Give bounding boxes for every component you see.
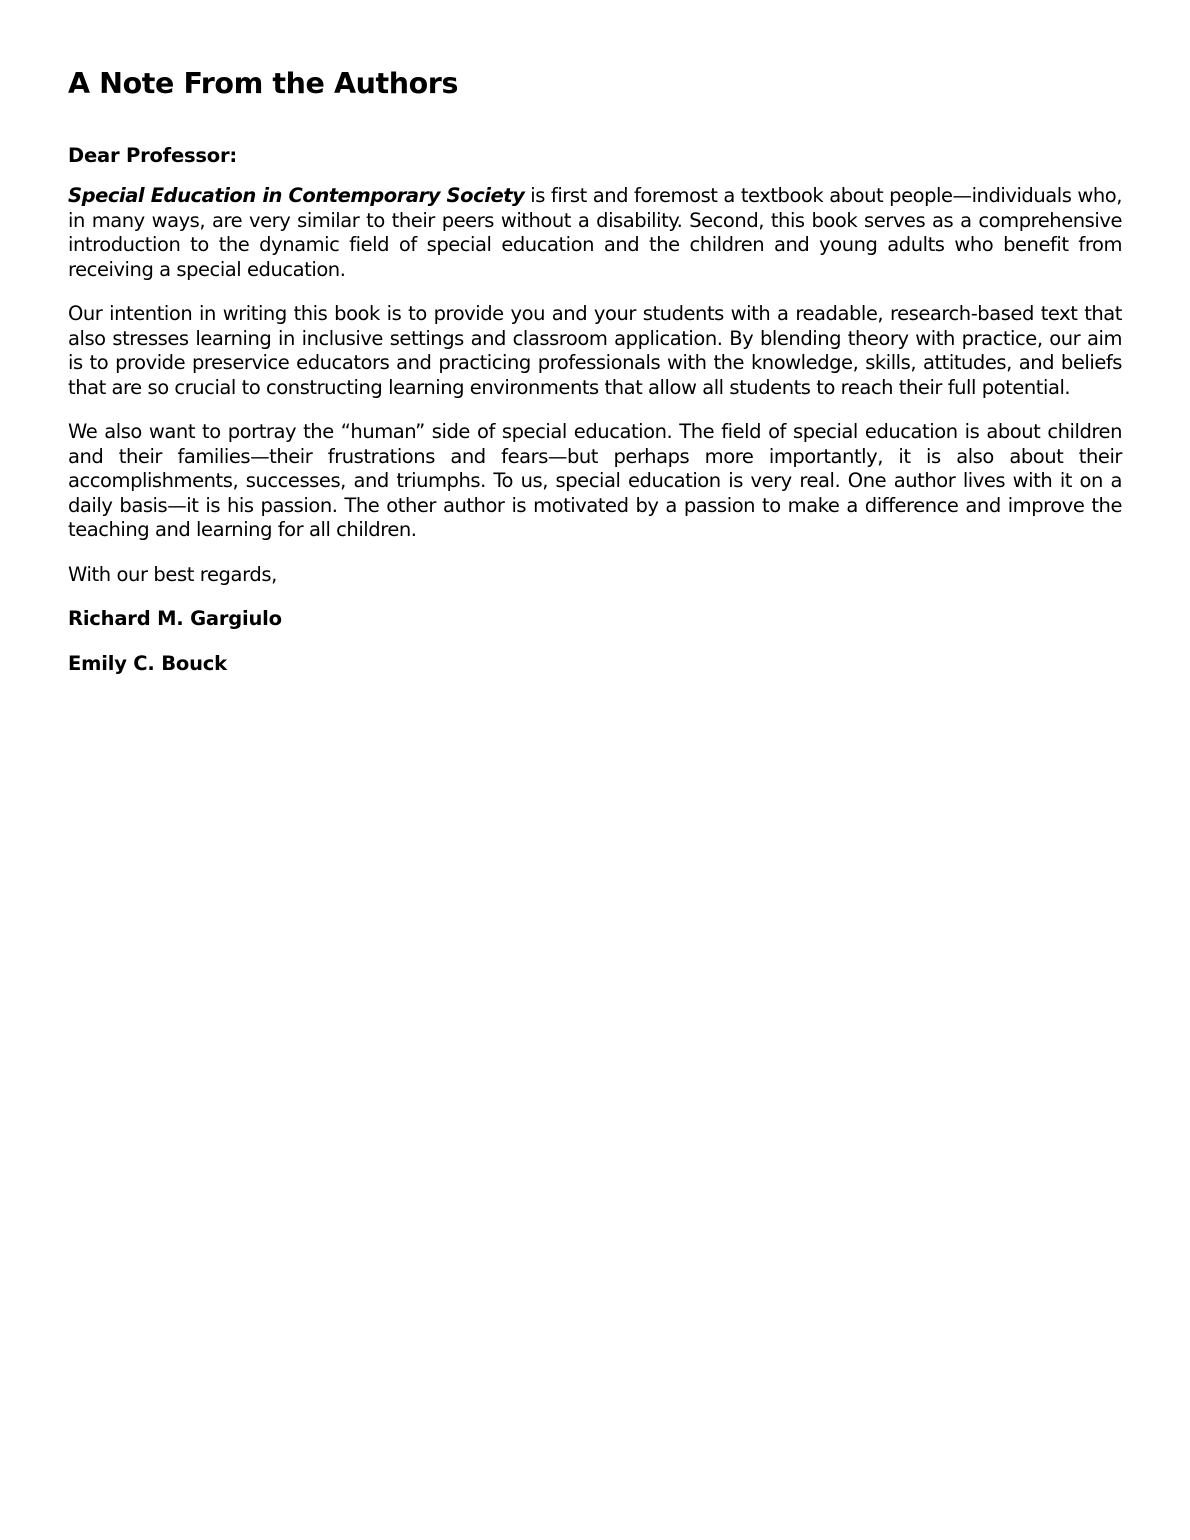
paragraph-2: Our intention in writing this book is to provide you and your students with a readable, research-based text that also stresses learning in inclusive settings and classroom application. By blending theory with practice, our aim is to provide preservice educators and practicing professionals with the knowledge, skills, attitudes, and beliefs that are so crucial to constructing learning environments that allow all students to reach their full potential. — [68, 302, 1122, 399]
letter-page — [68, 64, 1122, 676]
author-2: Emily C. Bouck — [68, 651, 227, 675]
paragraph-1 — [68, 184, 1122, 282]
author-1: Richard M. Gargiulo — [68, 607, 282, 630]
closing: With our best regards, — [68, 562, 277, 586]
paragraph-1-text: is first and foremost a textbook about people—individuals who, in many ways, are very similar to their peers without a disability. Second, this book serves as a comprehensive introduction to the dynamic field of special education and the children and young adults who benefit from receiving a special education. — [68, 184, 1122, 281]
paragraph-3: We also want to portray the “human” side of special education. The field of special education is about children and their families—their frustrations and fears—but perhaps more importantly, it is also about their accomplishments, successes, and triumphs. To us, special education is very real. One author lives with it on a daily basis—it is his passion. The other author is motivated by a passion to make a difference and improve the teaching and learning for all children. — [68, 420, 1122, 541]
salutation: Dear Professor: — [68, 144, 238, 167]
page-title: A Note From the Authors — [68, 67, 459, 100]
book-title: Special Education in Contemporary Society — [68, 184, 525, 207]
